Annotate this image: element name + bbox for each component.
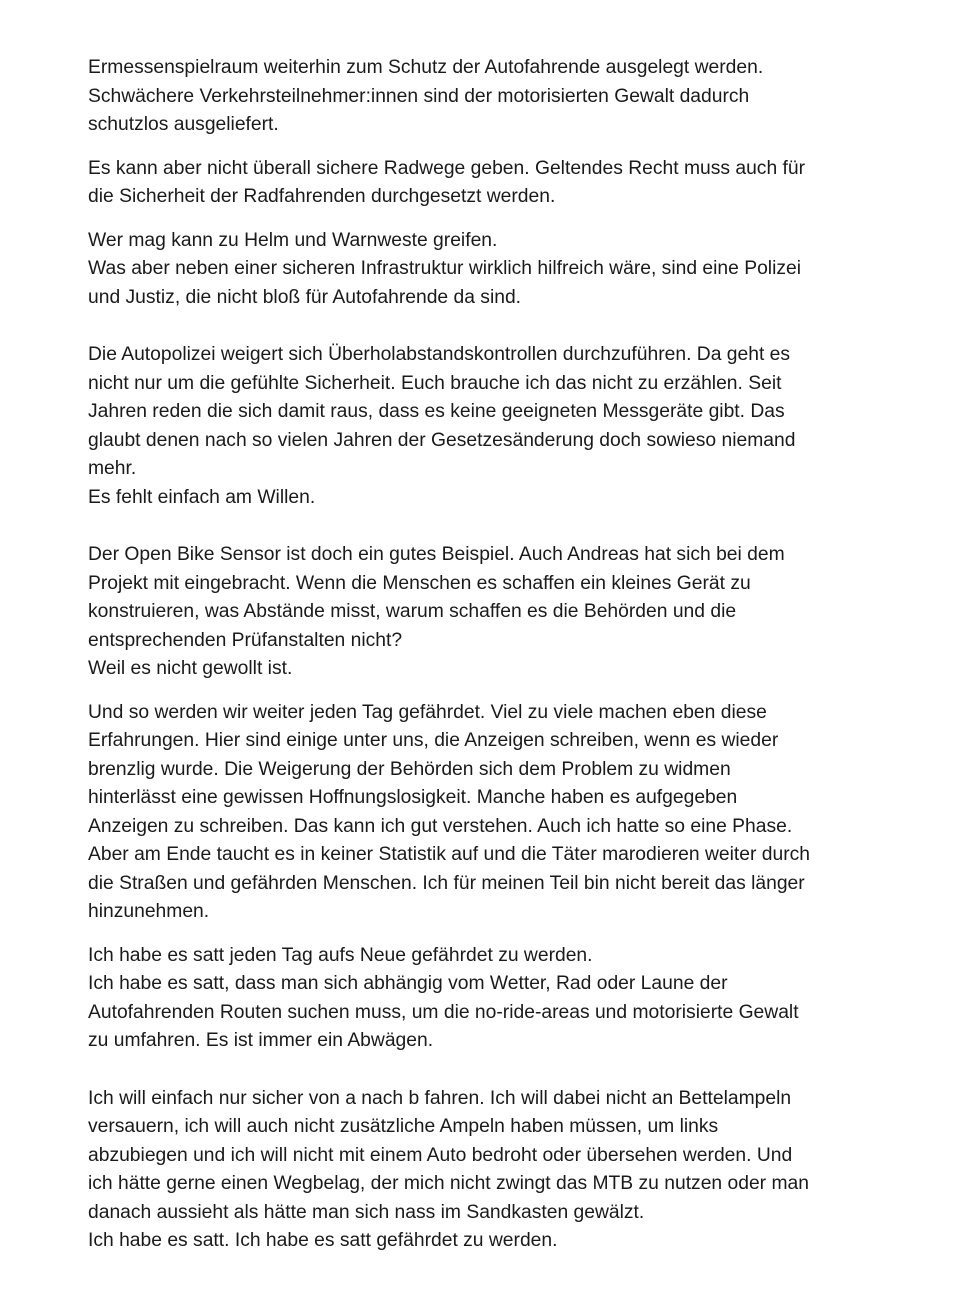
text-line: Schwächere Verkehrsteilnehmer:innen sind der motorisierten Gewalt dadurch	[88, 85, 750, 107]
text-line: Weil es nicht gewollt ist.	[88, 658, 293, 679]
text-line: Jahren reden die sich damit raus, dass es keine geeigneten Messgeräte gibt. Das	[88, 401, 785, 422]
paragraph-3	[88, 227, 908, 313]
text-line: Und so werden wir weiter jeden Tag gefährdet. Viel zu viele machen eben diese	[88, 701, 767, 723]
text-line: Es fehlt einfach am Willen.	[88, 486, 316, 508]
paragraph-2	[88, 155, 908, 212]
text-line: Der Open Bike Sensor ist doch ein gutes Beispiel. Auch Andreas hat sich bei dem	[88, 544, 785, 565]
text-line: und Justiz, die nicht bloß für Autofahrende da sind.	[88, 286, 522, 308]
text-line: versauern, ich will auch nicht zusätzliche Ampeln haben müssen, um links	[88, 1116, 719, 1137]
paragraph-7	[88, 942, 908, 1056]
text-line: Ich habe es satt, dass man sich abhängig vom Wetter, Rad oder Laune der	[88, 973, 728, 994]
text-line: die Straßen und gefährden Menschen. Ich für meinen Teil bin nicht bereit das länger	[88, 872, 805, 894]
text-line: Ich will einfach nur sicher von a nach b fahren. Ich will dabei nicht an Bettelampeln	[88, 1087, 792, 1109]
text-line: hinzunehmen.	[88, 901, 210, 922]
document-body	[88, 54, 908, 1256]
text-line: nicht nur um die gefühlte Sicherheit. Euch brauche ich das nicht zu erzählen. Seit	[88, 372, 782, 394]
text-line: danach aussieht als hätte man sich nass im Sandkasten gewälzt.	[88, 1201, 645, 1223]
text-line: Ermessenspielraum weiterhin zum Schutz der Autofahrende ausgelegt werden.	[88, 57, 764, 78]
text-line: Projekt mit eingebracht. Wenn die Menschen es schaffen ein kleines Gerät zu	[88, 572, 751, 594]
text-line: ich hätte gerne einen Wegbelag, der mich nicht zwingt das MTB zu nutzen oder man	[88, 1173, 809, 1194]
text-line: schutzlos ausgeliefert.	[88, 114, 279, 135]
text-line: glaubt denen nach so vielen Jahren der Gesetzesänderung doch sowieso niemand	[88, 429, 796, 451]
text-line: Ich habe es satt jeden Tag aufs Neue gefährdet zu werden.	[88, 944, 593, 966]
text-line: Anzeigen zu schreiben. Das kann ich gut verstehen. Auch ich hatte so eine Phase.	[88, 815, 793, 837]
text-line: abzubiegen und ich will nicht mit einem Auto bedroht oder übersehen werden. Und	[88, 1144, 793, 1166]
text-line: Erfahrungen. Hier sind einige unter uns, die Anzeigen schreiben, wenn es wieder	[88, 730, 779, 751]
text-line: mehr.	[88, 458, 137, 479]
text-line: Wer mag kann zu Helm und Warnweste greifen.	[88, 229, 498, 251]
text-line: Die Autopolizei weigert sich Überholabstandskontrollen durchzuführen. Da geht es	[88, 344, 791, 365]
paragraph-1	[88, 54, 908, 140]
text-line: Was aber neben einer sicheren Infrastruktur wirklich hilfreich wäre, sind eine Polizei	[88, 258, 802, 279]
paragraph-8	[88, 1085, 908, 1256]
text-line: hinterlässt eine gewissen Hoffnungslosigkeit. Manche haben es aufgegeben	[88, 787, 738, 808]
text-line: konstruieren, was Abstände misst, warum schaffen es die Behörden und die	[88, 601, 737, 622]
text-line: entsprechenden Prüfanstalten nicht?	[88, 629, 403, 651]
text-line: Aber am Ende taucht es in keiner Statistik auf und die Täter marodieren weiter durch	[88, 844, 811, 865]
text-line: Es kann aber nicht überall sichere Radwege geben. Geltendes Recht muss auch für	[88, 157, 806, 179]
paragraph-6	[88, 699, 908, 927]
paragraph-4	[88, 341, 908, 512]
paragraph-5	[88, 541, 908, 684]
text-line: brenzlig wurde. Die Weigerung der Behörden sich dem Problem zu widmen	[88, 758, 731, 780]
text-line: zu umfahren. Es ist immer ein Abwägen.	[88, 1030, 434, 1051]
text-line: Ich habe es satt. Ich habe es satt gefährdet zu werden.	[88, 1230, 558, 1251]
text-line: die Sicherheit der Radfahrenden durchgesetzt werden.	[88, 186, 556, 207]
text-line: Autofahrenden Routen suchen muss, um die no-ride-areas und motorisierte Gewalt	[88, 1001, 799, 1023]
